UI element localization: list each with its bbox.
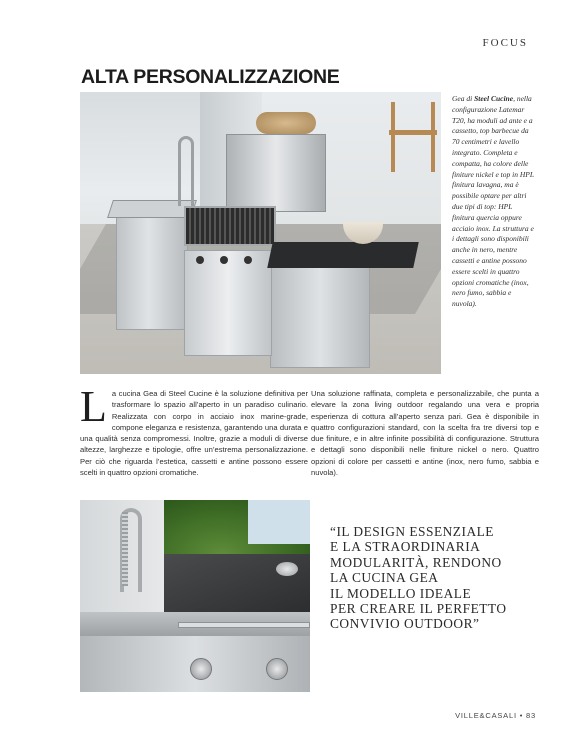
page-headline: ALTA PERSONALIZZAZIONE	[81, 66, 340, 88]
detail-photo-grill	[80, 500, 310, 692]
pull-quote-line: IL MODELLO IDEALE	[330, 585, 472, 601]
caption-text: , nella configurazione Latemar T20, ha moduli ad ante e a cassetto, top barbecue da 70 centimetri e lavello integrato. Completa e compatta, ha colore delle finiture nickel e top in HPL finitura lavagna, ma è possibile optare per altri due tipi di top: HPL finitura quercia oppure acciaio inox. La struttura e i dettagli sono disponibili anche in nero, mentre cassetti e antine possono essere scelti in quattro opzioni cromatiche (inox, nero fumo, sabbia e nuvola).	[452, 94, 534, 309]
pull-quote-line: “IL DESIGN ESSENZIALE	[330, 524, 494, 539]
pull-quote-line: MODULARITÀ, RENDONO	[330, 554, 502, 570]
body-column-1-text: a cucina Gea di Steel Cucine è la soluzione definitiva per trasformare lo spazio all’aperto in un paradiso culinario. Realizzata con corpo in acciaio inox marine-grade, compone eleganza e resistenza, garantendo una durata e una qualità senza compromessi. Inoltre, grazie a moduli di diverse altezze, larghezze e tipologie, offre un’estrema personalizzazione. Per ciò che riguarda l’estetica, cassetti e antine possono essere scelti in quattro opzioni cromatiche.	[80, 389, 308, 478]
pull-quote-line: PER CREARE IL PERFETTO	[330, 601, 507, 617]
body-column-1	[80, 382, 308, 478]
caption-lead: Gea di	[452, 94, 475, 103]
photo-caption	[452, 94, 536, 310]
pull-quote-line: LA CUCINA GEA	[330, 570, 439, 586]
hero-photo-outdoor-kitchen	[80, 92, 441, 374]
section-label: FOCUS	[482, 37, 528, 49]
footer-separator: •	[516, 711, 527, 720]
body-column-2: Una soluzione raffinata, completa e personalizzabile, che punta a elevare la zona living outdoor regalando una vera e propria esperienza di cottura all’aperto senza pari. Gea è disponibile in quattro configurazioni standard, con la scelta fra tre diversi top e due finiture, e in altre infinite possibilità di configurazione. Struttura e dettagli sono disponibili nelle finiture nickel o nero. Quattro opzioni di colore per cassetti e antine (inox, nero fumo, sabbia e nuvola).	[311, 389, 539, 478]
drop-cap: L	[80, 382, 107, 431]
page-number: 83	[526, 711, 536, 720]
pull-quote	[330, 524, 530, 632]
page-footer	[455, 711, 536, 720]
caption-brand: Steel Cucine	[474, 94, 514, 103]
magazine-name: VILLE&CASALI	[455, 711, 517, 720]
pull-quote-line: E LA STRAORDINARIA	[330, 539, 481, 555]
pull-quote-line: CONVIVIO OUTDOOR”	[330, 616, 480, 632]
